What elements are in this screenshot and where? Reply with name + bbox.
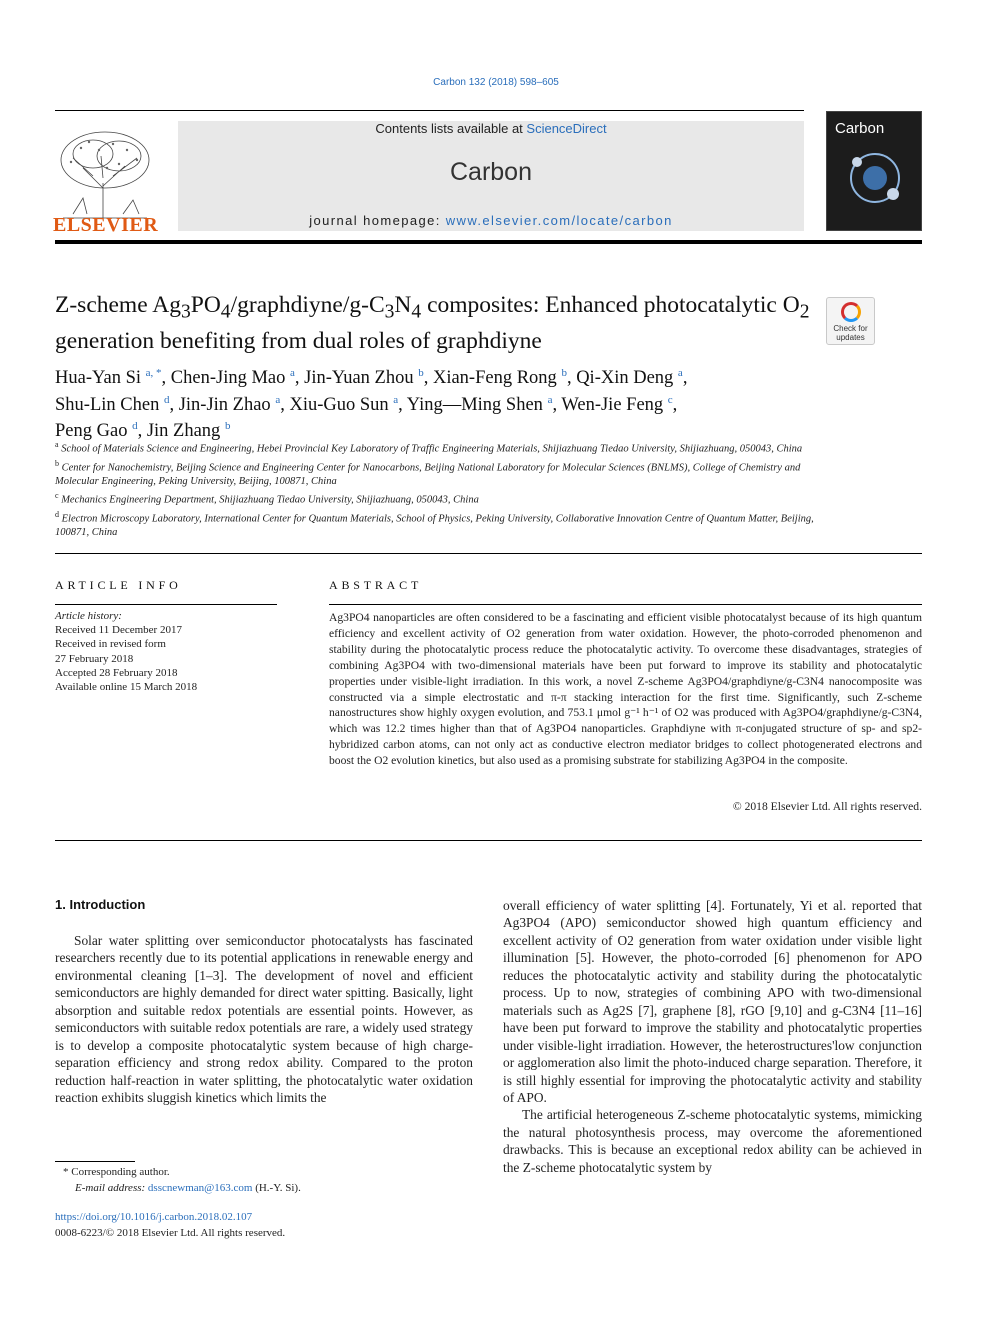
author-list: Hua-Yan Si $^{a, *}$, Chen-Jing Mao $^a$, Jin-Yuan Zhou $^b$, Xian-Feng Rong $^b$, Qi-Xin Deng $^a$, Shu-Lin Chen $^d$, Jin-Jin Zhao $^a$, Xiu-Guo Sun $^a$, Ying—Ming Shen $^a$, Wen-Jie Feng $^c$, Peng Gao $^d$, Jin Zhang $^b$ xyxy=(55,367,688,442)
affiliation-text: School of Materials Science and Engineering, Hebei Provincial Key Laboratory of Traffic Engineering Materials, Shijiazhuang Tiedao University, Shijiazhuang, 050043, China xyxy=(61,443,803,455)
author-affiliation-mark[interactable]: a, * xyxy=(145,367,162,379)
cover-art-image xyxy=(845,148,905,208)
body-divider xyxy=(55,840,922,841)
abstract-copyright: © 2018 Elsevier Ltd. All rights reserved. xyxy=(732,800,922,813)
doi-link[interactable]: https://doi.org/10.1016/j.carbon.2018.02.107 xyxy=(55,1211,253,1223)
contents-prefix: Contents lists available at xyxy=(375,121,527,136)
author-affiliation-mark[interactable]: d xyxy=(163,393,170,406)
affiliation-text: Center for Nanochemistry, Beijing Science and Engineering Center for Nanocarbons, Beijing National Laboratory for Molecular Sciences (BNLMS), College of Chemistry and Molecular Engineering, Peking University, Beijing, 100871, China xyxy=(55,462,801,487)
abstract-heading: ABSTRACT xyxy=(329,578,423,592)
author-name[interactable]: Shu-Lin Chen xyxy=(55,394,160,415)
author-name[interactable]: Jin-Yuan Zhou xyxy=(304,368,414,389)
check-updates-icon xyxy=(841,302,861,322)
footnote-rule xyxy=(55,1161,135,1162)
history-item: Accepted 28 February 2018 xyxy=(55,666,178,679)
email-suffix: (H.-Y. Si). xyxy=(252,1181,301,1194)
affiliation xyxy=(55,457,815,490)
corresponding-footnote xyxy=(55,1165,475,1196)
homepage-line xyxy=(178,213,804,228)
email-link[interactable]: dsscnewman@163.com xyxy=(147,1181,253,1194)
check-updates-label: Check for updates xyxy=(833,324,868,342)
history-item: Available online 15 March 2018 xyxy=(55,681,198,694)
affiliation-text: Electron Microscopy Laboratory, International Center for Quantum Materials, School of Physics, Peking University, Collaborative Innovation Centre of Quantum Matter, Beijing, 100871, China xyxy=(55,513,814,538)
contents-line xyxy=(178,121,804,136)
journal-cover[interactable] xyxy=(826,111,922,231)
author-affiliation-mark[interactable]: a xyxy=(290,367,295,379)
author-name[interactable]: Ying—Ming Shen xyxy=(406,394,543,415)
cover-title: Carbon xyxy=(835,120,885,137)
email-label: E-mail address: xyxy=(75,1181,148,1194)
homepage-prefix: journal homepage: xyxy=(309,213,446,228)
introduction-heading: 1. Introduction xyxy=(55,897,146,912)
intro-paragraph: The artificial heterogeneous Z-scheme photocatalytic systems, mimicking the natural photosynthesis process, may overcome the aforementioned drawbacks. This is because an exceptional redox ability can be achieved in the Z-scheme photocatalytic system by xyxy=(503,1107,922,1175)
affiliation xyxy=(55,508,815,541)
author-name[interactable]: Xian-Feng Rong xyxy=(432,368,557,389)
elsevier-wordmark: ELSEVIER xyxy=(53,214,159,236)
abstract-text: Ag3PO4 nanoparticles are often considered to be a fascinating and efficient visible photocatalyst because of its high quantum efficiency and excellent activity of O2 generation from water oxidation. However, the photo-corroded phenomenon and stability during the photocatalytic process reduce the photocatalytic activity. To overcome these disadvantages, strategies of combining Ag3PO4 with two-dimensional materials have been put forward to improve its stability and photocatalytic properties under visible-light irradiation. In this work, a novel Z-scheme Ag3PO4/graphdiyne/g-C3N4 nanocomposite was constructed via a simple electrostatic and π-π stacking interaction for the first time. Significantly, such Z-scheme nanostructures show highly oxygen evolution, and 753.1 μmol g⁻¹ h⁻¹ of O2 was produced with Ag3PO4/graphdiyne/g-C3N4, which was 12.2 times higher than that of Ag3PO4 nanoparticles. Graphdiyne with π-conjugated structure of sp- and sp2-hybridized carbon atoms, can not only act as conductive electron mediator bridges to collect photogenerated electrons and boost the O2 evolution kinetics, but also used as a promising substrate for stabilizing Ag3PO4 in the composite. xyxy=(329,611,922,768)
affiliation-key: b xyxy=(55,458,59,468)
author-affiliation-mark[interactable]: b xyxy=(224,420,231,433)
author-name[interactable]: Chen-Jing Mao xyxy=(170,368,286,389)
check-for-updates-button[interactable] xyxy=(826,297,875,345)
author-affiliation-mark[interactable]: a xyxy=(275,393,281,406)
body-right-column xyxy=(503,897,922,1176)
author-affiliation-mark[interactable]: c xyxy=(667,393,673,406)
affiliation-key: d xyxy=(55,509,59,519)
header-rule xyxy=(55,110,804,111)
affiliation-list xyxy=(55,438,815,540)
abstract-rule xyxy=(329,604,922,605)
corresponding-author-note: * Corresponding author. xyxy=(63,1166,170,1178)
author-name[interactable]: Peng Gao xyxy=(55,421,128,442)
author-affiliation-mark[interactable]: d xyxy=(132,420,138,433)
article-history xyxy=(55,609,277,694)
doi-block xyxy=(55,1210,285,1241)
author-name[interactable]: Jin Zhang xyxy=(146,421,221,442)
history-label: Article history: xyxy=(55,610,122,622)
intro-paragraph: overall efficiency of water splitting [4]. Fortunately, Yi et al. reported that Ag3PO4 (APO) semiconductor showed high quantum efficiency and excellent activity of O2 generation from water oxidation under visible light illumination [5]. However, the photo-corroded [6] phenomenon for APO reduces the photocatalytic activity and stability during the photocatalytic process. Up to now, strategies of combining APO with two-dimensional materials such as Ag2S [7], graphene [8], rGO [9,10] and g-C3N4 [11–16] have been put forward to improve the stability and photocatalytic properties under visible-light irradiation. However, the heterostructures'low conjunction or agglomeration also limit the photo-induced charge separation. Therefore, it is still highly essential for improving the photocatalytic activity and stability of APO. xyxy=(503,898,922,1105)
affiliation xyxy=(55,438,815,457)
author-name[interactable]: Qi-Xin Deng xyxy=(576,368,674,389)
author-affiliation-mark[interactable]: a xyxy=(677,367,683,379)
body-left-column xyxy=(55,932,473,1107)
journal-name: Carbon xyxy=(450,158,532,186)
author-name[interactable]: Hua-Yan Si xyxy=(55,368,142,389)
journal-citation[interactable]: Carbon 132 (2018) 598–605 xyxy=(433,77,559,88)
author-affiliation-mark[interactable]: a xyxy=(547,393,553,406)
sciencedirect-link[interactable]: ScienceDirect xyxy=(526,121,607,136)
author-name[interactable]: Jin-Jin Zhao xyxy=(178,394,271,415)
author-affiliation-mark[interactable]: a xyxy=(393,393,399,406)
affiliation-text: Mechanics Engineering Department, Shijiazhuang Tiedao University, Shijiazhuang, 050043, China xyxy=(61,494,479,506)
article-title: Z-scheme $Ag_3PO_4/graphdiyne/g-C_3N_4$ composites: Enhanced photocatalytic $O_2$ generation benefiting from dual roles of graphdiyne xyxy=(55,292,810,354)
history-item: Received 11 December 2017 xyxy=(55,624,182,637)
homepage-link[interactable]: www.elsevier.com/locate/carbon xyxy=(445,213,673,228)
section-divider xyxy=(55,553,922,554)
history-item: Received in revised form xyxy=(55,638,166,651)
article-info-rule xyxy=(55,604,277,605)
author-name[interactable]: Wen-Jie Feng xyxy=(561,394,664,415)
intro-paragraph: Solar water splitting over semiconductor photocatalysts has fascinated researchers recently due to its potential applications in renewable energy and environmental cleaning [1–3]. The development of novel and efficient semiconductors are highly demanded for direct water spitting. Basically, light absorption and suitable redox potentials are essential points. However, as semiconductors with suitable redox potentials are rare, a widely used strategy is to develop a composite photocatalytic system because of high charge-separation efficiency and strong redox ability. Compared to the proton reduction half-reaction in water splitting, the photocatalytic water oxidation reaction exhibits sluggish kinetics which limits the xyxy=(55,933,473,1106)
affiliation-key: c xyxy=(55,491,59,500)
author-name[interactable]: Xiu-Guo Sun xyxy=(289,394,389,415)
affiliation xyxy=(55,489,815,508)
author-affiliation-mark[interactable]: b xyxy=(418,367,424,379)
article-info-heading: ARTICLE INFO xyxy=(55,578,182,592)
header-thick-rule xyxy=(55,240,922,244)
history-item: 27 February 2018 xyxy=(55,652,134,665)
issn-copyright: 0008-6223/© 2018 Elsevier Ltd. All rights reserved. xyxy=(55,1226,286,1239)
author-affiliation-mark[interactable]: b xyxy=(561,367,567,379)
affiliation-key: a xyxy=(55,440,59,449)
email-line xyxy=(55,1181,475,1197)
